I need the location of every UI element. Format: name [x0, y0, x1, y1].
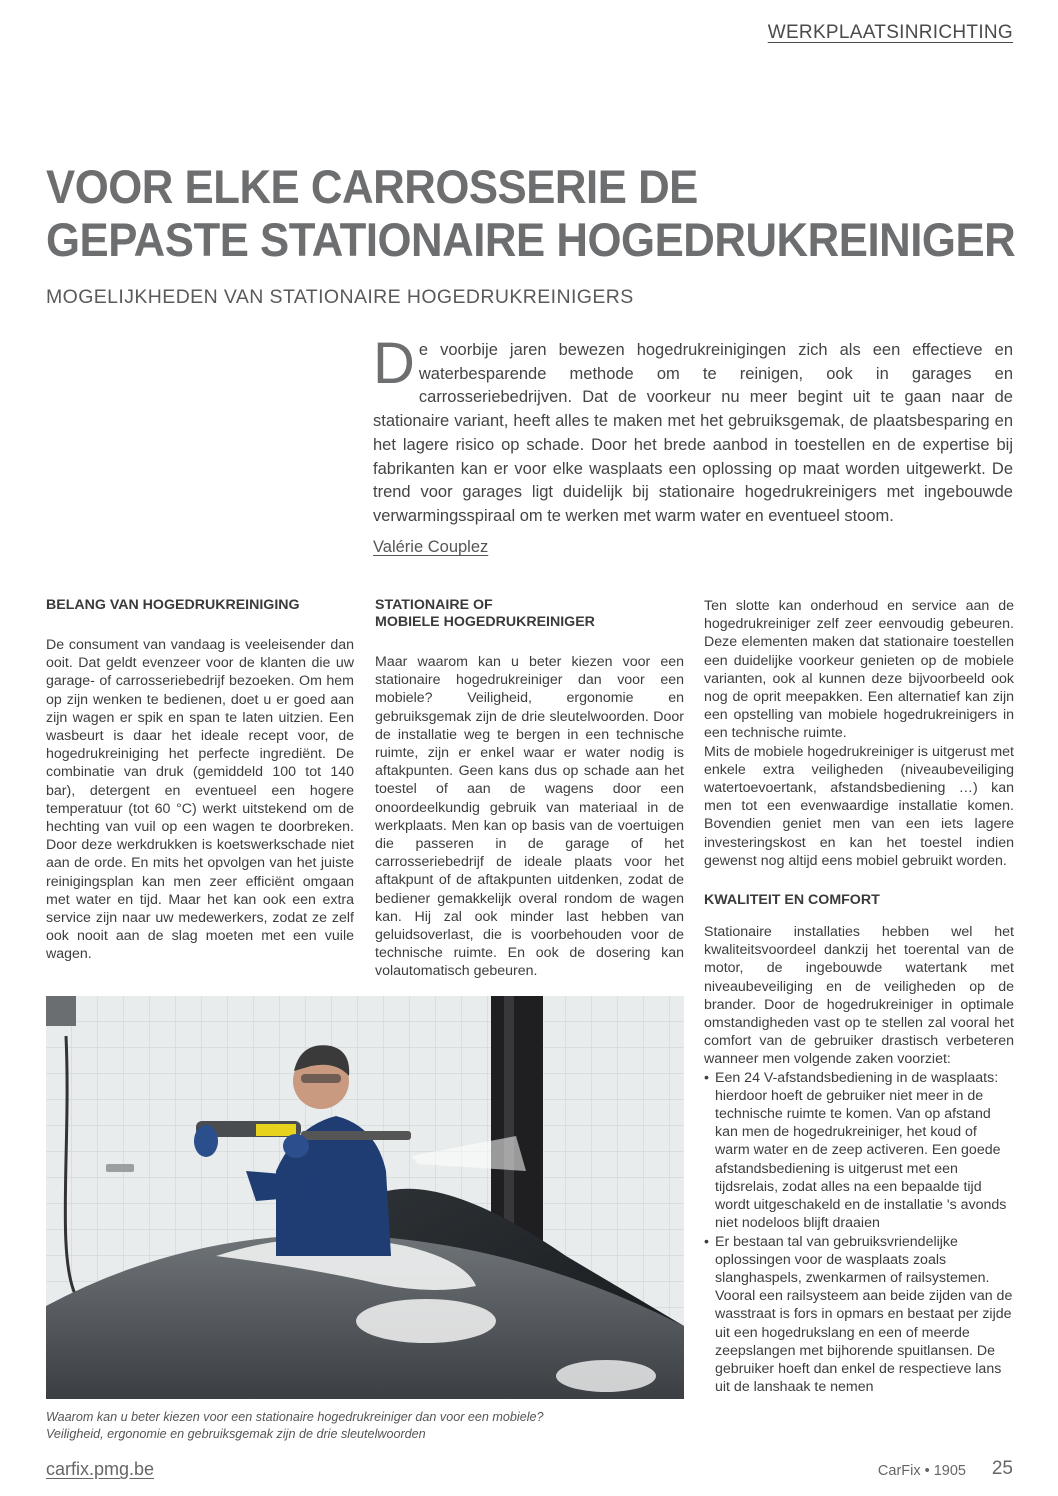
column-1-text: De consument van vandaag is veeleisender dan ooit. Dat geldt evenzeer voor de klanten die uw garage- of carrosseriebedrijf bezoeken. Om hem op zijn wenken te bedienen, doet u er goed aan zijn wagen er spik en span te laten uitzien. Een wasbeurt is daar het ideale recept voor, de hogedrukreiniging het perfecte ingrediënt. De combinatie van druk (gemiddeld 100 tot 140 bar), detergent en eventueel een hogere temperatuur (tot 60 °C) werkt uitstekend om de hechting van vuil op een wagen te doorbreken. Door deze werkdrukken is koetswerkschade niet aan de orde. En mits het opvolgen van het juiste reinigingsplan kan men zeer efficiënt omgaan met water en tijd. Maar het kan ook een extra service zijn naar uw medewerkers, zodat ze zelf ook nooit aan de slag moeten met een vuile wagen.	[46, 637, 354, 963]
column-2-heading-line-1: STATIONAIRE OF	[375, 597, 493, 613]
column-3-paragraph-1: Ten slotte kan onderhoud en service aan de hogedrukreiniger zelf zeer eenvoudig gebeuren. Deze elementen maken dat stationaire toestellen een duidelijke voorkeur genieten op de mobiele varianten, ook al kunnen deze bijvoorbeeld ook nog de oprit meepakken. Een alternatief kan zijn een opstelling van mobiele hogedrukreinigers in een technische ruimte.	[704, 598, 1014, 742]
caption-line-2: Veiligheid, ergonomie en gebruiksgemak zijn de drie sleutelwoorden	[46, 1427, 426, 1441]
photo-caption	[46, 1409, 686, 1443]
page-number: 25	[991, 1458, 1013, 1479]
column-1	[46, 597, 354, 964]
column-2-heading-line-2: MOBIELE HOGEDRUKREINIGER	[375, 614, 595, 630]
section-tag: WERKPLAATSINRICHTING	[767, 22, 1013, 43]
column-2-heading	[375, 597, 684, 631]
column-3-heading: KWALITEIT EN COMFORT	[704, 892, 880, 909]
title-line-1: VOOR ELKE CARROSSERIE DE	[46, 160, 698, 213]
column-2	[375, 597, 684, 981]
column-3	[704, 597, 1014, 1396]
column-3-paragraph-2: Mits de mobiele hogedrukreiniger is uitgerust met enkele extra veiligheden (niveaubeveiliging watertoevoertank, afstandsbediening …) kan men tot een evenwaardige installatie komen. Bovendien geniet men van een iets lagere investeringskost en kan het toestel indien gewenst nog altijd eens mobiel gebruikt worden.	[704, 743, 1014, 869]
column-3-paragraph-3: Stationaire installaties hebben wel het kwaliteitsvoordeel dankzij het toerental van de motor, de ingebouwde watertank met niveaubeveiliging en de veiligheden op de brander. Door de hogedrukreiniger in optimale omstandigheden vast op te stellen zal vooral het comfort van de gebruiker drastisch verbeteren wanneer men volgende zaken voorziet:	[704, 924, 1014, 1068]
article-subtitle: MOGELIJKHEDEN VAN STATIONAIRE HOGEDRUKREINIGERS	[46, 286, 634, 308]
bullet-item: • Een 24 V-afstandsbediening in de wasplaats: hierdoor hoeft de gebruiker niet meer in de technische ruimte te komen. Van op afstand kan men de hogedrukreiniger, het koud of warm water en de zeep activeren. Een goede afstandsbediening is uitgerust met een tijdsrelais, zodat alles na een bepaalde tijd wordt uitgeschakeld en de installatie 's avonds niet nodeloos blijft draaien	[704, 1069, 1014, 1233]
website-link[interactable]: carfix.pmg.be	[46, 1459, 155, 1479]
article-title	[46, 160, 1016, 266]
title-line-2: GEPASTE STATIONAIRE HOGEDRUKREINIGER	[46, 213, 1016, 266]
column-1-heading: BELANG VAN HOGEDRUKREINIGING	[46, 597, 300, 613]
article-photo	[46, 996, 684, 1399]
intro-paragraph	[373, 331, 1013, 529]
drop-cap: D	[373, 331, 415, 396]
bullet-item: • Er bestaan tal van gebruiksvriendelijke oplossingen voor de wasplaats zoals slanghaspels, zwenkarmen of railsystemen. Vooral een railsysteem aan beide zijden van de wasstraat is fors in opmars en bestaat per zijde uit een hogedrukslang en een of meerde zeepslangen met bijhorende spuitlansen. De gebruiker hoeft dan enkel de respectieve lans uit de lanshaak te nemen	[704, 1233, 1014, 1397]
intro-text: e voorbije jaren bewezen hogedrukreinigingen zich als een effectieve en waterbesparende methode om te reinigen, ook in garages en carrosseriebedrijven. Dat de voorkeur nu meer begint uit te gaan naar de stationaire variant, heeft alles te maken met het gebruiksgemak, de plaatsbesparing en het lagere risico op schade. Door het brede aanbod in toestellen en de expertise bij fabrikanten kan er voor elke wasplaats een oplossing op maat worden uitgewerkt. De trend voor garages ligt duidelijk bij stationaire hogedrukreinigers met ingebouwde verwarmingsspiraal om te werken met warm water en eventueel stoom.	[373, 341, 1013, 525]
bullet-list	[704, 1069, 1014, 1397]
publication-issue: CarFix • 1905	[877, 1463, 966, 1479]
author-link[interactable]: Valérie Couplez	[373, 538, 489, 556]
column-2-text: Maar waarom kan u beter kiezen voor een stationaire hogedrukreiniger dan voor een mobiele? Veiligheid, ergonomie en gebruiksgemak zijn de drie sleutelwoorden. Door de installatie weg te bergen in een technische ruimte, zijn er enkel waar er water nodig is aftakpunten. Geen kans dus op schade aan het toestel of aan de wagens door een onoordeelkundig gebruik van materiaal in de werkplaats. Men kan op basis van de voertuigen die passeren in de garage of het carrosseriebedrijf de ideale plaats voor het aftakpunt of de aftakpunten uitdenken, zodat de bediener gemakkelijk overal rondom de wagen kan. Hij zal ook minder last hebben van geluidsoverlast, die is voorbehouden voor de technische ruimte. En ook de dosering kan volautomatisch gebeuren.	[375, 654, 684, 980]
caption-line-1: Waarom kan u beter kiezen voor een stationaire hogedrukreiniger dan voor een mobiele?	[46, 1410, 544, 1424]
